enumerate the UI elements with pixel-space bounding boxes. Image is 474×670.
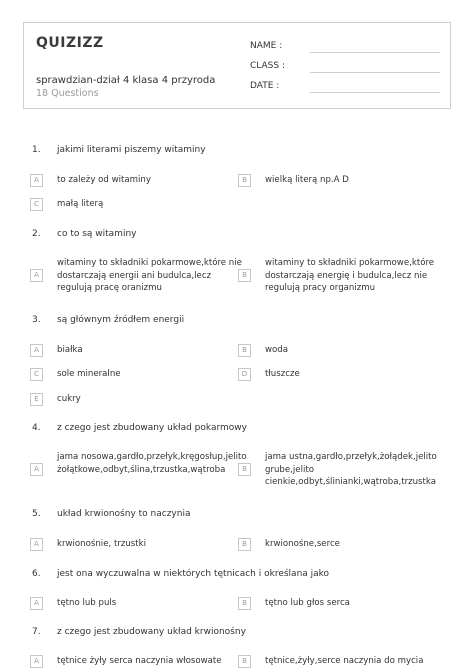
option-text: tętnice żyły serca naczynia włosowate [57,656,222,666]
date-line [310,92,440,93]
question-text: jakimi literami piszemy witaminy [57,145,206,155]
option-text: wielką literą np.A D [265,175,349,185]
option-text: tłuszcze [265,369,300,379]
question-text: jest ona wyczuwalna w niektórych tętnicach i określana jako [57,569,330,579]
option-letter-box: A [30,344,43,357]
option-text: witaminy to składniki pokarmowe,które nie dostarczają energii ani budulca,lecz regulują pracę oranizmu [57,258,242,293]
option-letter-box: A [30,597,43,610]
option-text: tętno lub głos serca [265,598,350,608]
option-letter-box: B [238,344,251,357]
question-number: 4. [32,423,41,433]
option-letter-box: D [238,368,251,381]
worksheet-title: sprawdzian-dział 4 klasa 4 przyroda [36,75,216,86]
quizizz-logo: QUIZIZZ [36,35,104,51]
option-text: krwionośne,serce [265,539,340,549]
class-field[interactable] [250,57,440,77]
option-letter-box: A [30,538,43,551]
option-text: tętno lub puls [57,598,117,608]
student-fields [250,37,440,97]
date-label: DATE : [250,81,280,91]
question-text: z czego jest zbudowany układ krwionośny [57,627,246,637]
name-label: NAME : [250,41,283,51]
option-text: małą literą [57,199,104,209]
option-text: woda [265,345,289,355]
question-text: co to są witaminy [57,229,137,239]
option-text: to zależy od witaminy [57,175,151,185]
option-letter-box: A [30,174,43,187]
option-text: białka [57,345,83,355]
option-letter-box: B [238,538,251,551]
option-letter-box: B [238,597,251,610]
option-letter-box: E [30,393,43,406]
question-number: 2. [32,229,41,239]
option-text: cukry [57,394,81,404]
class-line [310,72,440,73]
option-text: sole mineralne [57,369,121,379]
option-letter-box: B [238,655,251,668]
option-letter-box: C [30,198,43,211]
question-number: 3. [32,315,41,325]
question-number: 7. [32,627,41,637]
question-count: 18 Questions [36,88,99,99]
class-label: CLASS : [250,61,285,71]
question-text: są głównym źródłem energii [57,315,185,325]
worksheet-header [23,22,451,109]
question-number: 6. [32,569,41,579]
question-text: układ krwionośny to naczynia [57,509,191,519]
option-letter-box: B [238,463,251,476]
option-letter-box: C [30,368,43,381]
option-letter-box: A [30,655,43,668]
option-letter-box: B [238,269,251,282]
option-letter-box: B [238,174,251,187]
question-number: 1. [32,145,41,155]
question-number: 5. [32,509,41,519]
name-line [310,52,440,53]
option-text: jama nosowa,gardło,przełyk,kręgosłup,jelito żołątkowe,odbyt,ślina,trzustka,wątroba [57,452,247,475]
date-field[interactable] [250,77,440,97]
option-text: witaminy to składniki pokarmowe,które dostarczają energię i budulca,lecz nie regulują pracy organizmu [265,258,435,293]
option-text: jama ustna,gardło,przełyk,żołądek,jelito grube,jelito cienkie,odbyt,ślinianki,wątroba,trzustka [265,452,437,487]
name-field[interactable] [250,37,440,57]
option-text: krwionośnie, trzustki [57,539,147,549]
option-text: tętnice,żyły,serce naczynia do mycia [265,656,424,666]
option-letter-box: A [30,269,43,282]
option-letter-box: A [30,463,43,476]
question-text: z czego jest zbudowany układ pokarmowy [57,423,247,433]
